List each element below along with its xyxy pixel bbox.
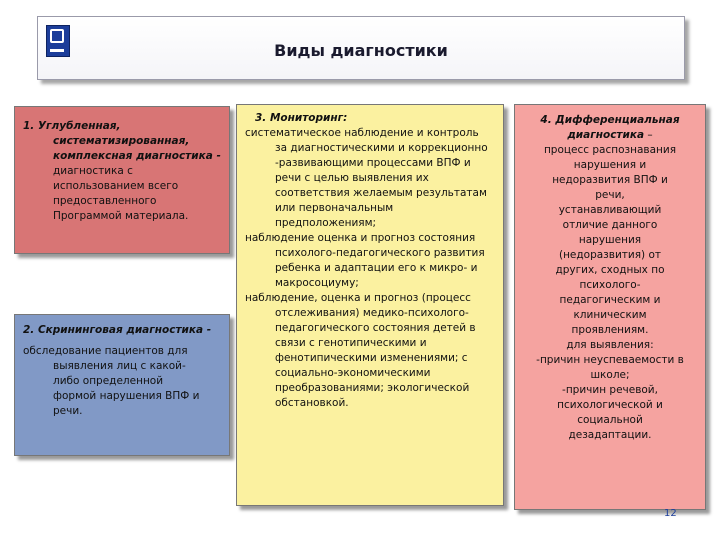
title-banner [37, 16, 685, 80]
box4-reason1-line: -причин неуспеваемости в [536, 354, 684, 366]
box2-body-line: выявления лиц с какой- [53, 360, 186, 372]
box3-line: макросоциуму; [275, 277, 359, 289]
box4-for-label: для выявления: [566, 339, 654, 351]
box4-body-line: речи, [595, 189, 625, 201]
box4-reason2-line: -причин речевой, [562, 384, 658, 396]
box3-line: ребенка и адаптации его к микро- и [275, 262, 478, 274]
box4-heading-dash: – [644, 129, 653, 141]
box3-line: или первоначальным [275, 202, 394, 214]
box4-heading-term: диагностика [567, 129, 645, 141]
box3-line: речи с целью выявления их [275, 172, 429, 184]
box3-heading: 3. Мониторинг: [255, 112, 348, 124]
box1-body [23, 164, 223, 224]
box3-line: за диагностическими и коррекционно [275, 142, 488, 154]
box1-heading-line: систематизированная, [53, 135, 190, 147]
box4-reason2-line: психологической и [557, 399, 663, 411]
box1-heading-line: комплексная диагностика - [53, 150, 221, 162]
box1-heading [23, 119, 223, 164]
box1-body-line: Программой материала. [53, 210, 189, 222]
box1-body-line: диагностика с [53, 165, 133, 177]
box4-body-line: клиническим [573, 309, 647, 321]
box3-line: обстановкой. [275, 397, 349, 409]
box4-heading-line2 [521, 128, 699, 143]
box3-line: преобразованиями; экологической [275, 382, 470, 394]
box4-body-line: (недоразвития) от [558, 249, 662, 261]
box4-body-line: проявлениям. [571, 324, 649, 336]
box3-line: связи с генотипическими и [275, 337, 427, 349]
box4-reason1-line: школе; [590, 369, 630, 381]
box1-body-line: использованием всего [53, 180, 179, 192]
box4-body-line: других, сходных по [555, 264, 665, 276]
box1-body-line: предоставленного [53, 195, 157, 207]
box2-body-line: обследование пациентов для [23, 345, 188, 357]
box4-body-line: нарушения [578, 234, 642, 246]
box2-body [23, 344, 223, 419]
box3-line: предположениям; [275, 217, 377, 229]
box3-item3 [245, 291, 497, 411]
box4-heading [521, 113, 699, 143]
box3-line: -развивающими процессами ВПФ и [275, 157, 471, 169]
box2-heading: 2. Скрининговая диагностика - [23, 324, 212, 336]
slide-title: Виды диагностики [274, 41, 448, 60]
box2-body-line: либо определенной [53, 375, 164, 387]
box2-body-line: формой нарушения ВПФ и [53, 390, 200, 402]
box3-line: педагогического состояния детей в [275, 322, 476, 334]
box3-line: отслеживания) медико-психолого- [275, 307, 469, 319]
box1-heading-line: 1. Углубленная, [23, 120, 121, 132]
page-number: 12 [664, 508, 677, 519]
box-screening-diagnostics [14, 314, 230, 456]
box3-line: психолого-педагогического развития [275, 247, 485, 259]
box4-body-line: педагогическим и [559, 294, 661, 306]
box3-line: наблюдение, оценка и прогноз (процесс [245, 292, 471, 304]
box4-body-line: устанавливающий [558, 204, 662, 216]
box4-body-line: процесс распознавания [543, 144, 677, 156]
box4-reason2-line: дезадаптации. [568, 429, 652, 441]
box4-heading-line1: 4. Дифференциальная [540, 114, 680, 126]
box3-line: наблюдение оценка и прогноз состояния [245, 232, 476, 244]
box3-line: соответствия желаемым результатам [275, 187, 487, 199]
box4-body [521, 143, 699, 443]
box3-item1 [245, 126, 497, 231]
box4-body-line: недоразвития ВПФ и [552, 174, 668, 186]
box-monitoring [236, 104, 504, 506]
box3-item2 [245, 231, 497, 291]
box3-line: социально-экономическими [275, 367, 431, 379]
box-in-depth-diagnostics [14, 106, 230, 254]
box-differential-diagnostics [514, 104, 706, 510]
box3-line: систематическое наблюдение и контроль [245, 127, 479, 139]
box4-body-line: отличие данного [562, 219, 658, 231]
box4-body-line: нарушения и [573, 159, 647, 171]
box3-line: фенотипическими изменениями; с [275, 352, 468, 364]
box4-body-line: психолого- [579, 279, 641, 291]
box2-body-line: речи. [53, 405, 83, 417]
box4-reason2-line: социальной [577, 414, 643, 426]
